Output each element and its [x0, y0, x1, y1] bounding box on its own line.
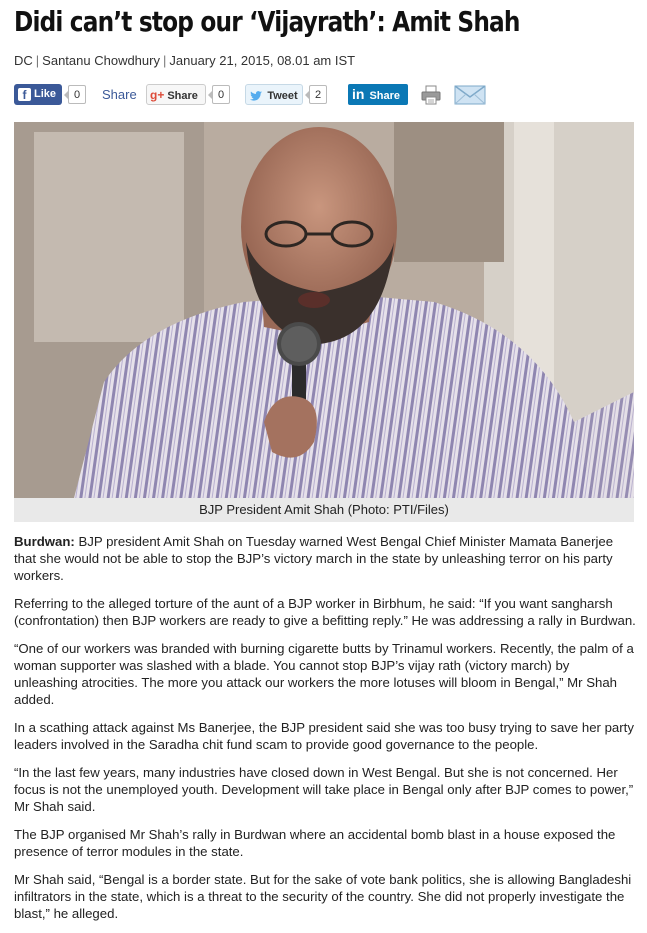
google-plus-count: 0	[212, 85, 230, 104]
facebook-like-button[interactable]	[14, 84, 62, 105]
paragraph: Referring to the alleged torture of the aunt of a BJP worker in Birbhum, he said: “If you want sangharsh (confrontation) then BJP workers are ready to give a befitting reply.” He was addressing a rally in Burdwan.	[14, 596, 636, 628]
share-link[interactable]: Share	[102, 87, 137, 102]
google-plus-share-button[interactable]	[146, 84, 206, 105]
article-photo	[14, 122, 634, 498]
tweet-label: Tweet	[267, 90, 298, 102]
dateline: Burdwan:	[14, 534, 75, 549]
paragraph: The BJP organised Mr Shah’s rally in Burdwan where an accidental bomb blast in a house exposed the presence of terror modules in the state.	[14, 827, 616, 859]
paragraph: In a scathing attack against Ms Banerjee, the BJP president said she was too busy trying to save her party leaders involved in the Saradha chit fund scam to provide good governance to the people.	[14, 720, 634, 752]
facebook-count: 0	[68, 85, 86, 104]
facebook-like-label: Like	[34, 88, 57, 100]
byline-date: January 21, 2015, 08.01 am IST	[169, 53, 356, 68]
article-headline: Didi can’t stop our ‘Vijayrath’: Amit Shah	[14, 5, 520, 38]
google-plus-label: Share	[167, 90, 198, 102]
byline-source[interactable]: DC	[14, 53, 33, 68]
photo-caption: BJP President Amit Shah (Photo: PTI/Files)	[14, 498, 634, 522]
tweet-button[interactable]	[245, 84, 303, 105]
byline: DC | Santanu Chowdhury | January 21, 2015, 08.01 am IST	[14, 53, 356, 68]
byline-author[interactable]: Santanu Chowdhury	[42, 53, 160, 68]
paragraph: “In the last few years, many industries have closed down in West Bengal. But she is not concerned. Her focus is not the unemployed youth. Development will take place in Bengal only after BJP comes to power,” Mr Shah said.	[14, 765, 634, 814]
share-bar	[14, 84, 634, 106]
tweet-count: 2	[309, 85, 327, 104]
linkedin-label: Share	[369, 90, 401, 102]
paragraph	[14, 533, 636, 584]
linkedin-icon: in	[352, 86, 365, 102]
envelope-icon[interactable]	[454, 84, 486, 106]
article-body	[14, 533, 636, 933]
paragraph: Mr Shah said, “Bengal is a border state. But for the sake of vote bank politics, she is allowing Bangladeshi infiltrators in the state, which is a threat to the security of the country. She did not properly investigate the blast,” he alleged.	[14, 872, 632, 921]
printer-icon[interactable]	[420, 84, 442, 106]
paragraph-text: BJP president Amit Shah on Tuesday warned West Bengal Chief Minister Mamata Banerjee that she would not be able to stop the BJP’s victory march in the state by unleashing terror on his party workers.	[14, 534, 614, 583]
facebook-icon: f	[18, 88, 31, 101]
paragraph: “One of our workers was branded with burning cigarette butts by Trinamul workers. Recently, the palm of a woman supporter was slashed with a blade. You cannot stop BJP’s vijay rath (victory march) by unleashing atrocities. The more you attack our workers the more lotuses will bloom in Bengal,” Mr Shah added.	[14, 641, 634, 707]
twitter-bird-icon	[250, 88, 265, 102]
linkedin-share-button[interactable]	[348, 84, 408, 105]
google-plus-icon: g+	[150, 88, 165, 102]
